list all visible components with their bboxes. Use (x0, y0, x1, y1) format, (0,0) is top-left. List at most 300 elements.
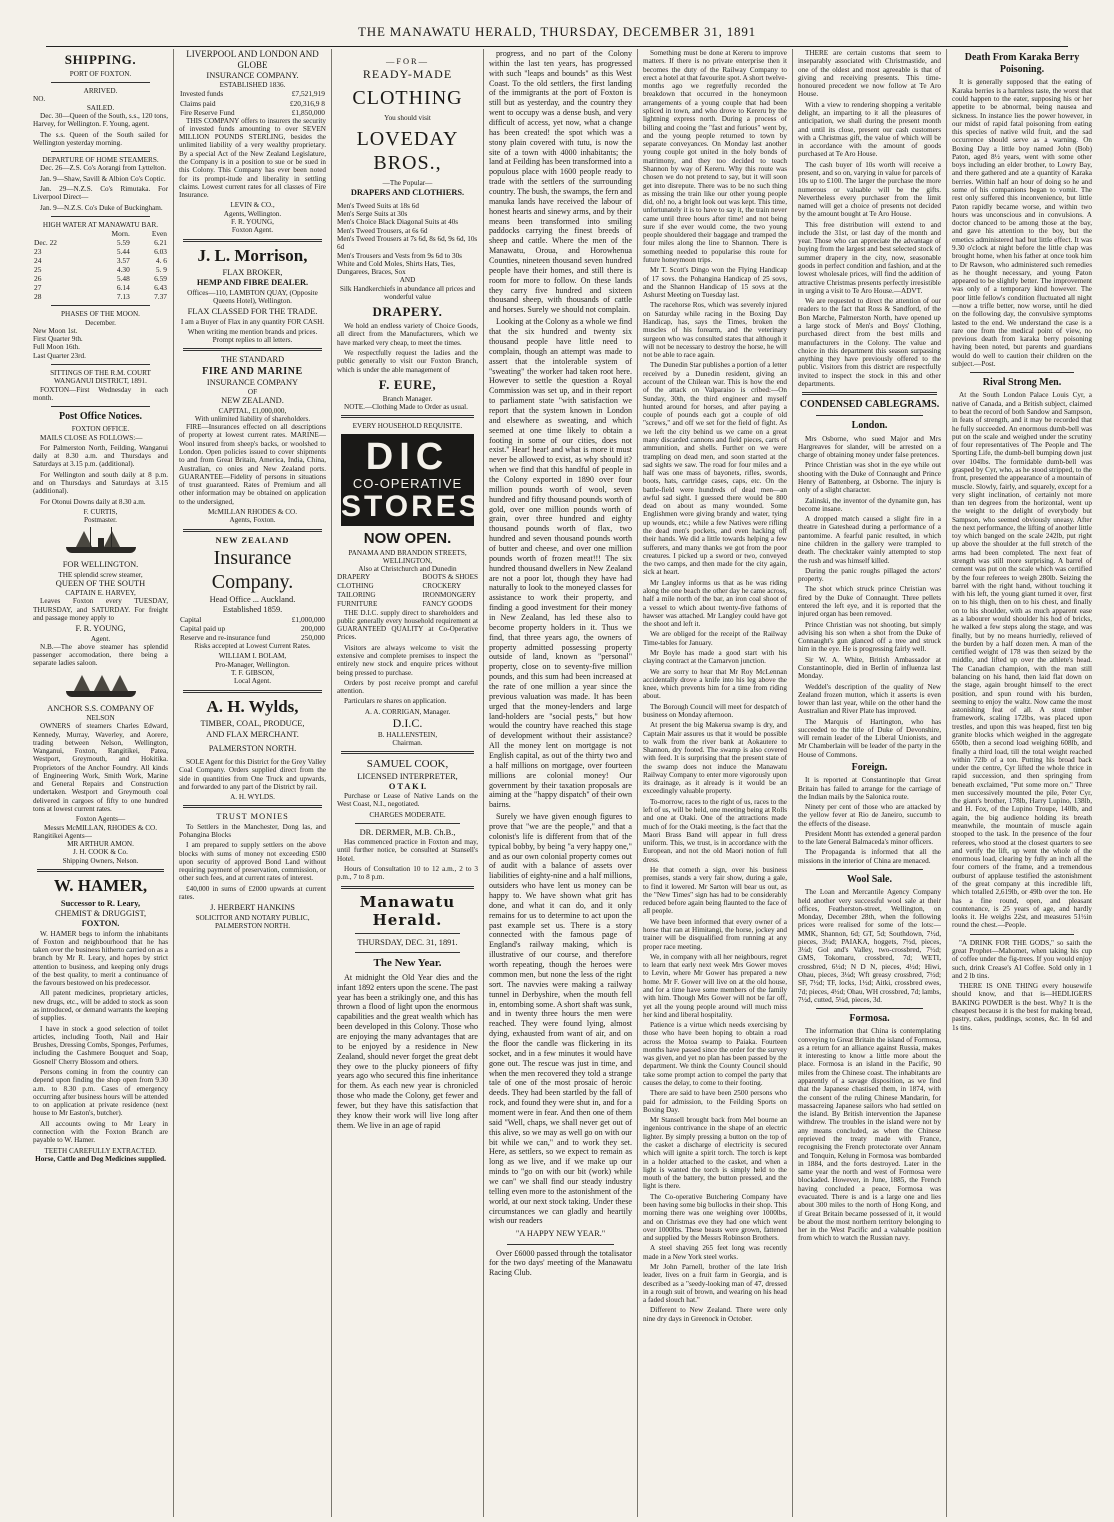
levin: LEVIN & CO., (230, 201, 275, 210)
popular-label: —The Popular— (382, 179, 433, 188)
suit-item: Men's Tweed Trousers, at 6s 6d (337, 226, 428, 235)
moon-phase: Last Quarter 23rd. (33, 351, 86, 360)
divider (341, 886, 474, 889)
ship-sail (94, 675, 110, 691)
divider (183, 529, 322, 532)
department-item: FANCY GOODS (422, 599, 473, 608)
tide-even: 6.03 (154, 247, 167, 257)
funds-value: £20,316,9 8 (289, 98, 325, 108)
news-item: Mr Boyle has made a good start with his claying contract at the Carnarvon junction. (643, 648, 787, 666)
news-item: The Co-operative Butchering Company have been having some big bullocks in their shop. This morning there was one weighing over 1000lbs, and on Christmas eve they had one which went over 1000lbs. These beasts were grown, fattened and supplied by the Messrs Robinson Brothers. (643, 1192, 787, 1243)
post-text: For Otonui Downs daily at 8.30 a.m. (40, 497, 146, 506)
post-text: For Wellington and south daily at 8 p.m. and on Thursdays and Saturdays at 3.15 (additional). (33, 470, 168, 496)
tide-row (33, 274, 168, 283)
london-item: The Marquis of Hartington, who has succeeded to the title of Duke of Devonshire, will remain leader of the Liberal Unionists, and Mr Chamberlain will be leader of the party in the House of Commons. (798, 717, 941, 759)
sailed-label: SAILED. (86, 103, 115, 112)
news-item: We, in company with all her neighbours, regret to learn that early next week Mrs Gower moves to Levin, where Mr Gower has prepared a new home. Mr F. Gower will live on at the old house, and for a time have some members of the family with him. Though Mrs Gower will not be far off, yet all the young people around will much miss her kind and liberal hospitality. (643, 952, 787, 1019)
tide-morn: 6.14 (116, 283, 130, 293)
coop-label: CO-OPERATIVE (352, 476, 463, 492)
moon-month: December. (85, 318, 116, 327)
cablegrams-heading: CONDENSED CABLEGRAMS. (799, 399, 940, 411)
divider (183, 239, 322, 242)
tide-col-morn: Morn. (111, 229, 130, 239)
column-6 (793, 49, 947, 1517)
new-year-heading: The New Year. (373, 957, 442, 970)
article-paragraph: Surely we have given enough figures to prove that "we are the people," and that a colonist's life is different from that of the typical bobby, by being "a very happy one," and as our own colonial property comes out of audit with a balance of assets over liabilities of eighty-nine and a half millions, outsiders who have lent us money can be happy to. We have shown what grit has done, and what it can do, and it only remains for us to determine to act upon the past example set us. There is a story connected with the famous page of England's railway making, which is illustrative of our course, and therefore worth repeating, though the heroes were common men, but none the less of the right sort. The navvies were making a railway tunnel in Derbyshire, when the mouth fell in, entombing some. A short shaft was sunk, and in twenty three hours the men were reached. They were found lying, almost dying, exhausted from want of air, and on the floor the candle was flickering in its socket, and in a few minutes it would have gone out. The rescue was just in time, and when the men recovered they told a strange tale of one of the most prosaic of heroic deeds. They had been startled by the fall of rock, and found they were shut in, and for a moment were in fear. And then one of them said "Well, chaps, we shall never get out of this alive, so we may as well go on with our bit while we can," and to work they set. Here, as settlers, so we expect to remain as long as we live, and if we make up our minds to "go on with our bit (work) while we can" we shall find our steady industry telling even more to the astonishment of the world, at our next stock taking. Under these circumstances we can gladly and heartily wish our readers (489, 812, 632, 1226)
liverpool-text: THIS COMPANY offers to insurers the security of invested funds amounting to over SEVEN MILLION POUNDS STERLING, besides the unlimited liability of a very wealthy proprietary. By a special Act of the New Zealand Legislature, the Company is in a position to sue or be sued in this Colony. This Company has ever been noted for its prompt-itude and liberality in settling claims. Lowest current rates for all classes of Fire Insurance. (179, 116, 326, 200)
funds-value: £1,850,000 (291, 107, 325, 117)
news-item: Mr John Parnell, brother of the late Irish leader, lives on a fruit farm in Georgia, and is described as a "seedy-looking man of 47, dressed in a rough suit of brown, and wearing on his head a faded slouch hat." (643, 1262, 787, 1305)
column-2 (174, 49, 332, 1517)
hemp-dealer: HEMP AND FIBRE DEALER. (196, 278, 309, 288)
foreign-heading: Foreign. (851, 762, 888, 774)
departments-list (337, 573, 478, 608)
departure-entry: Dec. 26—Z.S. Co's Aorangi from Lyttelton. (40, 164, 167, 173)
capital-table (179, 615, 326, 642)
shipping-heading: SHIPPING. (64, 52, 137, 67)
funds-row (179, 89, 326, 98)
divider (341, 751, 474, 754)
divider (51, 364, 150, 365)
visitors-text: Visitors are always welcome to visit the extensive and complete premises to inspect the entirely new stock and enquire prices without being pressed to purchase. (337, 643, 478, 677)
department-item: TAILORING (337, 591, 376, 600)
corrigan: A. A. CORRIGAN, Manager. (364, 707, 451, 716)
tide-table (33, 229, 168, 301)
tide-even: 7.37 (154, 292, 167, 302)
drapery-text: We hold an endless variety of Choice Goods, all direct from the Manufacturers, which we have marked very cheap, to meet the times. (337, 322, 478, 347)
funds-label: Invested funds (180, 89, 224, 99)
news-item: He that cometh a sign, over his business premises, stands a very fair show, during a gale, to find it lowered. Mr Sarton will bear us out, as the "New Times" sign has had to be considerably reduced before again being flaunted to the face of all people. (643, 866, 787, 916)
divider (970, 934, 1074, 935)
nb-text: N.B.—The above steamer has splendid passenger accomodation, there being a separate ladies saloon. (33, 642, 168, 668)
divider (51, 216, 150, 217)
divider (816, 415, 923, 416)
est1859: Established 1859. (222, 604, 283, 614)
london-item: Zalinski, the inventor of the dynamite gun, has become insane. (798, 496, 941, 513)
paper-nameplate: Manawatu Herald. (359, 892, 456, 929)
rival-heading: Rival Strong Men. (982, 377, 1062, 389)
divider (816, 1008, 923, 1009)
divider (816, 869, 923, 870)
chemist: CHEMIST & DRUGGIST, (54, 909, 147, 918)
sailing-entry: Dec. 30—Queen of the South, s.s., 120 tons, Harvey, for Wellington. F. Young, agent. (33, 111, 168, 129)
ship-sail (104, 531, 120, 547)
foreign-item: The Propaganda is informed that all the missions in the interior of China are menaced. (798, 848, 941, 865)
suit-item: White and Cold Moles, Shirts Hats, Ties, Dungarees, Braces, Sox (337, 259, 455, 277)
moon-phase: New Moon 1st. (33, 326, 78, 335)
news-item: Something must be done at Kereru to improve matters. If there is no private enterprise then it becomes the duty of the Railway Company to erect a hotel at that favourite spot. A short twelve-months ago we regretfully recorded the breakdown that occurred in the honeymoon arrangements of a young couple that had been spliced in town, and who drove to Kereru by the lightning express north. During a process of billing and cooing the "fast and furious" went by, and the young people returned to town by separate conveyances. On Monday last another young couple got united in the holy bonds of matrimony, and they too decided to teach Shannon by way of Kereru. Why this route was chosen we do not pretend to say, but it will soon get into disrepute. There was to be no such thing as missing the train like our other young people did, oh! no, a bright look out was kept. This time, unfortunately it is to have to say it, the train never came until three hours after time! and not being sure if she ever would come, the two young people shouldered their baggage and tramped the four miles along the line to Shannon. There is something needed to popularise this route for future honeymoon trips. (643, 49, 787, 265)
formosa-heading: Formosa. (849, 1013, 890, 1025)
for-label: —FOR— (385, 57, 430, 66)
formosa-text: The information that China is contemplating conveying to Great Britain the island of Formosa, as a return for an alliance against Russia, makes it interesting to know a little more about the place. Formosa is an island in the Pacific, 90 miles from the Chinese coast. The inhabitants are apparently of a savage disposition, as we find that the Japanese chastised them, in 1874, with the consent of the ruling Chinese Mandarin, for massacreing Japanese sailors who had settled on the island. By British intervention the Japanese withdrew. The troubles in the island were not by any means concluded, as when the Chinese reprieved the treaty made with France, recognising the French protectorate over Annam and Tonquin, Kelung in Formosa was bombarded in 1884, and the forts destroyed. Later in the same year the north and west of Formosa were blockaded. However, in June, 1885, the French having concluded a peace, Formosa was evacuated. There is and is a large one and lies about 300 miles to the north of Hong Kong, and if Great Britain became possessed of it, it would be about the most northern territory belonging to her in the West Pacific and a valuable position from which to watch the Russian navy. (798, 1027, 941, 1243)
news-item: The Dunedin Star publishes a portion of a letter received by a Dunedin resident, giving an account of the Chilean war. This is how the end of the attack on Valparaiso is cribed:—On Sunday, 30th, the third engineer and myself hunted around for horses, and after paying a couple of pounds each got a couple of old "screws," and off we set for the field of fight. As we left the city behind us we came on a great many discarded cannons and field pieces, carts of ammunition, and shells. Further on we were trampling on dead men, and soon started at the sad sights we saw. The road for four miles and a half was one mass of bayonets, rifles, swords, boots, hats, cartridge cases, caps, etc. On the battle-field were hundreds of dead men—an awful sad sight. I guessed there would be 800 dead on about as many wounded. Some Englishmen were giving brandy and water, tying up wounds, etc.; while a few Natives were rifling the dead men's pockets, and even hacking off their hands. We did a little towards helping a few sufferers, and many thanks we got from the poor creatures. I picked up a sword or two, conveyed the two camps, and then made for the city again, sick at heart. (643, 361, 787, 577)
hamer-text: Persons coming in from the country can depend upon finding the shop open from 9.30 a.m. to 8.30 p.m. Cases of emergency occurring after business hours will be attended to on application at private residence (next house to Mr Easton's, butcher). (33, 1068, 168, 1118)
departure-entry: Jan. 9—N.Z.S. Co's Duke of Buckingham. (40, 203, 163, 212)
drapery-heading: DRAPERY. (372, 304, 443, 320)
poison-text: It is generally supposed that the eating of Karaka berries is a harmless taste, the worst that could happen to the eater, supposing his or her appetite to be abnormal, being nausea and sickness. In instance lies the power however, in our midst of rapid fatal poisoning from eating this species of native wild fruit, and the sad occurrence should serve as a warning. On Boxing Day a little boy named John (Bob) Paton, aged 8½ years, went with some other boys including an elder brother, to Lowry Bay, and there gathered and ate a quantity of Karaka berries. Within half an hour of doing so he and some of his companions began to vomit. The rest only suffered this inconvenience, but little Paton rapidly became worse, and within two hours was unconscious and in convulsions. A doctor chanced to be among those at the bay, and gave his attention to the boy, but the emetics administered had but little effect. It was 9.30 o'clock at night before the little chap was brought home, when his father at once took him to Dr Rawson, who administered such remedies as he thought necessary, and young Paton appeared to be slightly better. The improvement was only of a temporary kind however. The poor little fellow's condition fluctuated all night—now a trifle better, now worse, until he died on the following day, the convulsive symptoms lasted to the end. We understand the case is a rare one from the medical point of view, no previous death from karaka berry poisoning having been noted, but parents and guardians would do well to caution their children on the subject.—Post. (952, 78, 1092, 368)
fr-young: F. R. YOUNG, (231, 217, 274, 226)
teeth: TEETH CAREFULLY EXTRACTED. (44, 1146, 157, 1155)
fr-young-sub: Foxton Agent. (231, 226, 274, 235)
divider (183, 348, 322, 351)
eure-name: F. EURE, (378, 376, 437, 392)
department-item: IRONMONGERY (422, 591, 476, 600)
foreign-item: It is reported at Constantinople that Great Britain has failed to arrange for the carriage of the Indian mails by the Salonica route. (798, 776, 941, 801)
tide-row (33, 265, 168, 274)
divider (802, 392, 937, 395)
wool-sale-heading: Wool Sale. (846, 874, 892, 886)
divider (970, 372, 1074, 373)
master: MR ARTHUR AMON. (67, 840, 134, 849)
branch-manager: Branch Manager. (382, 394, 433, 403)
new-year-text: At midnight the Old Year dies and the infant 1892 enters upon the scene. The past year has been a strikingly one, and this has thrown a flood of light upon the enormous capabilities and the great wealth which has been developed in this Colony. Those who are enjoying the many advantages that are to be enjoyed by a residence in New Zealand, should never forget the great debt they owe to the plucky pioneers of fifty years ago who secured this fine inheritance for them. As each new year is chronicled those who made the Colony, get fewer and fewer, but they have this satisfaction that they know their work will live long after them. We live in an age of rapid (337, 972, 478, 1130)
column-1 (28, 49, 174, 1517)
tide-row (33, 292, 168, 301)
suit-item: Men's Choice Black Diagonal Suits at 40s (337, 218, 459, 227)
london-item: Sir W. A. White, British Ambassador at Constantinople, died in Berlin of influenza last Monday. (798, 655, 941, 681)
mcmillan: McMILLAN RHODES & CO. (207, 507, 298, 516)
foxton-agents: Foxton Agents— (75, 815, 126, 824)
tide-morn: 5.48 (116, 274, 130, 284)
also-label: Also at Christchurch and Dunedin (358, 565, 457, 574)
now-open: NOW OPEN. (363, 530, 452, 548)
hamer-text: I have in stock a good selection of toilet articles, including Tooth, Nail and Hair Brushes, Dressing Combs, Sponges, Perfumes, including the Cashmere Bouquet and Soap, Gosnell' Cherry Blossom and others. (33, 1024, 168, 1066)
ready-made: READY-MADE (362, 67, 453, 82)
suit-item: Men's Tweed Trousers at 7s 6d, 8s 6d, 9s 6d, 10s 6d (337, 234, 478, 252)
te-aro-item: THERE are certain customs that seem to inseparably associated with Christmastide, and one of the oldest and most agreeable is that of giving and receiving presents. This time-honoured precedent we now follow at Te Aro House. (798, 49, 941, 99)
port-label: PORT OF FOXTON. (69, 69, 132, 78)
london-item: Weddel's description of the quality of New Zealand frozen mutton, which it asserts is even lower than last year, while on the other hand the Australian and River Plate has improved. (798, 682, 941, 716)
successor: Successor to R. Leary, (60, 898, 141, 908)
london-item: During the panic roughs pillaged the actors' property. (798, 566, 941, 584)
respectfully-text: We respectfully request the ladies and the public generally to visit our Foxton Branch, which is under the able management of (337, 348, 478, 374)
foreign-item: Ninety per cent of those who are attacked by the yellow fever at Rio de Janeiro, succumb to the effects of the disease. (798, 803, 941, 828)
foxton-label: FOXTON. (81, 919, 120, 929)
liverpool-established: ESTABLISHED 1836. (219, 81, 286, 90)
funds-table (179, 89, 326, 116)
arrived-none: NO. (33, 95, 46, 104)
te-aro-item: We are requested to direct the attention of our readers to the fact that Ross & Sandford, of the Bon Marche, Palmerston North, have opened up a large stock of Men's and Boys' Clothing, purchased direct from the best mills and manufacturers in the Colony. The value and choice in this department this season surpassing anything they have previously offered to the public. Visitors from this district are respectfully invited to inspect the stock in this and other departments. (798, 297, 941, 388)
te-aro-item: The cash buyer of 10s worth will receive a present, and so on, varying in value for parcels of 10s up to £100. The larger the purchase the more numerous or valuable will be the gifts. Nevertheless every purchaser from the limit named will get a choice of presents not decided by the amount bought at Te Aro House. (798, 160, 941, 219)
tide-row (33, 247, 168, 256)
capital-label: Capital (180, 615, 202, 625)
agent-name: F. R. YOUNG, (75, 624, 126, 634)
stores-label: STORES (341, 490, 482, 524)
hamer-heading: W. HAMER, (53, 876, 148, 896)
insurance-company-heading: Insurance Company. (211, 546, 294, 594)
buyer: I am a Buyer of Flax in any quantity FOR CASH. (180, 317, 325, 326)
capital-row (179, 615, 326, 624)
steamer-ship-icon (56, 527, 146, 557)
hamer-text: W. HAMER begs to inform the inhabitants of Foxton and neighbourhood that he has taken over the business hitherto carried on as a branch by Mr R. Leary, and hopes by strict attention to business, and keeping only drugs of the best quality, to merit a continuance of the favours bestowed on his predecessor. (33, 929, 168, 988)
divider (51, 82, 150, 83)
moon-phase: First Quarter 9th. (33, 335, 83, 344)
departments-right (422, 573, 478, 608)
news-item: We are obliged for the receipt of the Railway Time-tables for January. (643, 630, 787, 647)
dic-logo: DIC (365, 436, 450, 479)
suit-item: Men's Trousers and Vests from 9s 6d to 30s (337, 251, 462, 260)
baking-powder-ad: THERE IS ONE THING every housewife should know, and that is—HEDLIGERS BAKING POWDER is the best. Why? It is the cheapest because it is the best for making bread, pastry, cakes, puddings, scones, &c. In 6d and 1s tins. (952, 982, 1092, 1032)
london-item: Prince Christian was shot in the eye while out shooting with the Duke of Connaught and Prince Henry of Battenberg, at Osborne. The injury is only of a slight character. (798, 461, 941, 495)
morrison-offices: Offices—110, LAMBTON QUAY, (Opposite Queens Hotel), Wellington. (187, 288, 318, 306)
london-item: A dropped match caused a slight fire in a theatre in Gateshead during a performance of a pantomime. A fearful panic resulted, in which nine children in the gallery were trampled to death. The checktaker vainly attempted to stop the rush and was himself killed. (798, 515, 941, 565)
tide-morn: 3.57 (116, 256, 130, 266)
nz-heading: NEW ZEALAND (215, 535, 290, 545)
article-paragraph: Looking at the Colony as a whole we find that the six hundred and twenty six thousand people have little need to complain, though an attempt was made to assert that the intolerable system of "sweating" the worker had taken root here. However to settle the question a Royal Commission was set up, and in their report to parliament state "with satisfaction we report that the system known in London and elsewhere as sweating, and which seemed at one time likely to obtain a footing in some of our cities, does not exist." Hear! hear! and what is more it must never be allowed to exist, as why should it? when we find that this handful of people in the Colony exported in 1890 over four million pounds worth of wool, seven hundred and fifty thousand pounds worth of gold, over one million pounds worth of grain, over three hundred and eighty thousand pounds worth of flax, two hundred and seven thousand pounds worth of butter and cheese, and over one million pounds worth of frozen meat!!! The six hundred thousand dwellers in New Zealand are not a poor lot, though they have had naturally to look to the moneyed classes for assistance to work their property, and finding a good investment for their money in New Zealand, has led these also to become property holders in it. Thus we find, that three years ago, the owners of property admitted possessing property outside of land, known as "personal" property, close on to seventy-five million pounds, and this sum had been increased at the rate of one million a year since the previous valuation was made. It has been urged that the money-lenders and large land-holders are "social pests," but how would the country have reached this stage of development without their assistance? All the money lent on mortgage is not English capital, as out of the thirty two and a half millions on mortgage, over fourteen millions are colonial money! Our government by their taxation proposals are aiming at the "happy dispatch" of their own bairns. (489, 317, 632, 810)
capital-row (179, 633, 326, 642)
tide-date: 25 (34, 265, 42, 275)
licensed: LICENSED INTERPRETER, (357, 771, 458, 781)
capital-label: Reserve and re-insurance fund (180, 633, 271, 643)
drapers-label: DRAPERS AND CLOTHIERS. (350, 187, 465, 197)
tide-even: 4. 6 (155, 256, 167, 266)
funds-row (179, 99, 326, 108)
gibson-sub: Local Agent. (233, 677, 272, 686)
anchor-sub: NELSON (86, 713, 115, 722)
dermer: DR. DERMER, M.B. Ch.B., (359, 827, 456, 837)
ship-mast (90, 527, 91, 547)
standard-insurance: INSURANCE COMPANY (206, 377, 299, 387)
news-item: Different to New Zealand. There were only nine dry days in Greenock in October. (643, 1306, 787, 1323)
news-item: We are sorry to hear that Mr Roy McLennan accidentally drove a knife into his leg above the knee, which prevents him for a time from riding about. (643, 667, 787, 701)
postmaster-name: F. CURTIS, (83, 507, 118, 516)
horse-medicines: Horse, Cattle and Dog Medicines supplied. (35, 1154, 166, 1163)
pn: PALMERSTON NORTH. (214, 921, 291, 930)
news-item: Mr Langley informs us that as he was riding along the one beach the other day he came across, half a mile north of the bar, an iron coal shoot of a vessel to which about twenty-five fathoms of hawser was attached. Mr Langley could have got the shoot and left it. (643, 578, 787, 629)
ship-sail (74, 675, 90, 691)
tide-date: Dec. 22 (34, 238, 57, 248)
news-item: A steel shaving 265 feet long was recently made in a New York steel works. (643, 1244, 787, 1261)
note-text: NOTE.—Clothing Made to Order as usual. (344, 402, 468, 411)
standard-text: FIRE—Insurances effected on all descriptions of property at lowest current rates. MARINE—Wool insured from sheep's backs, or woolshed to London. Open policies issued to cover shipments to and from Great Britain, America, India, China, Australian, co onies and New Zealand ports. GUARANTEE—Fidelity of persons in situations of trust guaranteed. Rates of Premium and all other information may be obtained on application to the undersigned, (179, 423, 326, 506)
cook: J. H. COOK & Co. (73, 848, 128, 857)
flax-merchant: AND FLAX MERCHANT. (206, 729, 299, 739)
post-heading: Post Office Notices. (58, 411, 143, 423)
news-item: The racehorse Ros, which was severely injured on Saturday while racing in the Boxing Day Handicap, has, says the Times, broken the muscles of his forearm, and the veterinary surgeon who was consulted states that although it will not be necessary to destroy the horse, he will not be able to race again. (643, 301, 787, 360)
department-item: CLOTHING (337, 582, 374, 591)
tide-row (33, 256, 168, 265)
ship-mast (111, 527, 112, 547)
news-item: Mr T. Scott's Dingo won the Flying Handicap of 17 sovs. the Pohangina Handicap of 25 sovs, and the Shannon Handicap of 15 sovs at the Ashurst Meeting on Tuesday last. (643, 266, 787, 300)
court-text: FOXTON—First Wednesday in each month. (33, 385, 168, 402)
hours-text: Hours of Consultation 10 to 12 a.m., 2 to 3 p.m., 7 to 8 p.m. (337, 865, 478, 882)
streets: PANAMA AND BRANDON STREETS, (348, 548, 467, 557)
hamer-text: All patent medicines, proprietary articles, new drugs, etc., will be added to stock as soon as introduced, or demand warrants the keeping of supplies. (33, 989, 168, 1023)
risks: Risks accepted at Lowest Current Rates. (194, 642, 311, 651)
divider (51, 151, 150, 152)
nz-label: NEW ZEALAND. (221, 396, 284, 406)
capital-value: £1,000,000 (291, 615, 325, 625)
issue-date: THURSDAY, DEC. 31, 1891. (357, 938, 458, 948)
column-4 (484, 49, 638, 1517)
tide-morn: 5.59 (116, 238, 130, 248)
divider (341, 415, 474, 418)
funds-label: Fire Reserve Fund (180, 107, 235, 117)
levin-sub: Agents, Wellington. (223, 209, 282, 218)
department-item: CROCKERY (422, 582, 462, 591)
when-writing: When writing me mention brands and prices. Prompt replies to all letters. (187, 327, 318, 345)
divider (355, 933, 460, 934)
morrison-heading: J. L. Morrison, (197, 245, 308, 265)
silk-text: Silk Handkerchiefs in abundance all prices and wonderful value (339, 284, 476, 301)
ship-sail (112, 675, 128, 691)
tide-even: 6.59 (154, 274, 167, 284)
trust-heading: TRUST MONIES (216, 812, 289, 822)
of-label: OF (247, 388, 258, 397)
tide-date: 26 (34, 274, 42, 284)
wool-sale-text: The Loan and Mercantile Agency Company held another very successful wool sale at their offices, Featherston-street, Wellington, on Monday, December 28th, when the following prices were realised for some of the lots:—MMK, Shannon, 6d; GT, 5d; Southdown, 7½d, pieces, 3¼d; PAIAKA, hoggets, 7½d, pieces, 3¼d; Gol and's Valley, two-crossbred, 7½d; GMS, Tokomaru, crossbred, 7d; WETI, crossbred, 6½d; N D N, pieces, 4½d; Hiwi, Ohau, pieces, 3¼d; Wft greasy crossbred, 7½d; SF, 7½d; TF, locks, 1½d; Aitki, crossbred ewes, 7d; pieces, 4½d; Ohau, WH crossbred, 7d; lambs, 7½d, cutted, 5¼d, pieces, 3d. (798, 888, 941, 1004)
visit-label: You should visit (384, 114, 431, 123)
timber: TIMBER, COAL, PRODUCE, (200, 719, 305, 729)
london-item: Mrs Osborne, who sued Major and Mrs Hargreaves for slander, will be arrested on a charge of obtaining money under false pretences. (798, 434, 941, 460)
liverpool-insurance: INSURANCE COMPANY. (206, 70, 299, 80)
london-item: The shot which struck prince Christian was fired by the Duke of Connaught. Three pellets entered the left eye, and it is reported that the injured organ has been removed. (798, 585, 941, 619)
te-aro-item: With a view to rendering shopping a veritable delight, an imparting to it all the pleasures of anticipation, we shall during the present month and until its close, present our cash customers with a Christmas gift, the value of which will be in accordance with the amount of goods purchased at Te Aro House. (798, 100, 941, 159)
hamer-text: All accounts owing to Mr Leary in connection with the Foxton Branch are payable to W. Hamer. (33, 1119, 168, 1145)
suit-item: Men's Tweed Suits at 18s 6d (337, 201, 419, 210)
new-year-article (337, 973, 478, 1131)
funds-label: Claims paid (180, 98, 216, 108)
ah-wylds: A. H. WYLDS. (230, 793, 275, 802)
post-text: MAILS CLOSE AS FOLLOWS:— (40, 433, 143, 442)
tide-row (33, 238, 168, 247)
wellington-label: WELLINGTON, (382, 556, 433, 565)
particulars-text: Particulars re shares on application. (344, 697, 447, 706)
capital-label: Capital paid up (180, 624, 226, 634)
gibson: T. F. GIBSON, (230, 669, 275, 678)
rangitikei-agents: Rangitikei Agents— (33, 831, 92, 840)
news-item: Patience is a virtue which needs exercising by those who have been hoping to obtain a road across the Motoa swamp to Paiaka. Fourteen months have passed since the order for the survey was given, and yet no plan has been passed by the department. We think the County Council should take some prompt action to compel the party that causes the delay, to come to their footing. (643, 1021, 787, 1088)
bolam-sub: Pro-Manager, Wellington. (215, 660, 290, 669)
news-item: To-morrow, races to the right of us, races to the left of us, will be held, one meeting being at Rolls and one at Otaki. One of the attractions made much of for the Otaki meeting, is the fact that the Maori Brass Band will appear in full dress uniform. This, we trust, is in accordance with the European, and not the old Maori notion of full dress. (643, 797, 787, 864)
loveday-heading: LOVEDAY BROS., (356, 127, 459, 174)
masthead-rule (46, 46, 1068, 47)
tide-morn: 7.13 (116, 292, 130, 302)
standard: THE STANDARD (220, 355, 285, 365)
rival-text: At the South London Palace Louis Cyr, a native of Canada, and a British subject, claimed to beat the record of both Sandow and Sampson, in feats of strength, and it may be recorded that he fully succeeded. An enormous dumb-bell was put on the scale and weighed under the scrutiny of four representatives of The People and The Sporting Life, the dumb-bell bumping down just over 104lbs. The formidable dumb-bell was grasped by Cyr, who, as he stood stripped, to the front, presented the appearance of a mountain of muscle. Slowly, fairly, and squarely, except for a very slight inclination, of certainly not more than ten degrees from the horizontal, went up the weight to the delight of everybody but Sampson, who seemed obviously uneasy. After the next performance, the lifting of another little toy which banged on the scale 242lb, put right up above the shoulder at the full stretch of the arms had been completed. The next feat of strength was still more surprising. A barrel of cement was put on the scale which was certified by the four referees to weigh 280lb. Seizing the barrel with the right hand, without touching it with his left, the young giant turned it over, first on to his thigh, then on to his chest, and finally on to his shoulder, with as much apparent ease as a labourer would shoulder his hod of bricks, he walked a few steps along the stage, and was finally, but by no means hurriedly, relieved of the burden by a half dozen men. A man of the certified weight of 178 was then seized by the middle, and lifted up over the athlete's head. The Canadian champion, with the man still balancing on his hand, then laid flat down on the stage, again brought himself to the erect position, and spun round with his burden, seeming to enjoy the waltz. Now came the most astonishing feat of all. A stout timber framework, scaling 172lbs, was placed upon trestles, and upon this was heaped, first ten big granite blocks which weighed in the aggregate 650lb, then a second load weighing 608lb, and finally a third load, till the total weight reached within 72lb of a ton. Putting his broad back under the centre, Cyr lifted the whole thrice in rapid succession, and then springing from beneath exclaimed, "Put some more on." Three men successively mounted the pile, Peter Cyr, the giant's brother, 178lb, Harry Lupino, 138lb, and H. Fox, of the Lupino Troupe, 140lb, and again, the big audience holding its breath meanwhile, the mountain of muscle again stooped to the task. In the presence of the four referees, who stood at the closest quarters to see and verify the lift, up went the whole of the enormous load, clearing by fully an inch all the four corners of the frame, and a tremendous outburst of applause testified the astonishment of the great company at this incredible lift, which totalled 2,619lb, or 49lb over the ton. He has a fine round, open, and pleasant countenance, is 25 years of age, and hardly looks it. He weighs 22st, and measures 51½in round the chest.—People. (952, 391, 1092, 930)
anchor-text: OWNERS of steamers Charles Edward, Kennedy, Murray, Waverley, and Aorere, trading between Nelson, Wellington, Wanganui, Foxton, Rangitikei, Patea, Westport, Greymouth, and Hokitika. Proprietors of the Anchor Foundry. All kinds of Engineering Work, Smith Work, Marine and General Repairs and Construction undertaken. Westport and Greymouth coal delivered in cargoes of fifty to one hundred tons at lowest current rates. (33, 722, 168, 814)
every-household: EVERY HOUSEHOLD REQUISITE. (352, 422, 463, 431)
court-district: WANGANUI DISTRICT, 1891. (54, 377, 147, 386)
dic-short: D.I.C. (392, 715, 423, 730)
orders-text: Orders by post receive prompt and careful attention. (337, 678, 478, 696)
london-heading: London. (851, 420, 888, 432)
agents-line: Messrs McMILLAN, RHODES & CO. (43, 823, 157, 832)
divider (51, 305, 150, 306)
news-item: At present the big Makerua swamp is dry, and Captain Mair assures us that it would be possible to walk from the river bank at Aokautere to Shannon, dry footed. The swamp is also covered with feed. It is surprising that the present state of the swamp does not induce the Manawatu Railway Company to enter more vigorously upon its drainage, as it already is it would be an exceedingly valuable property. (643, 721, 787, 796)
divider (51, 406, 150, 407)
hankins: J. HERBERT HANKINS (210, 903, 295, 913)
funds-value: £7,521,919 (291, 89, 325, 99)
trust-text: To Settlers in the Manchester, Dong las, and Pohangina Blocks (179, 822, 326, 839)
funds-row (179, 108, 326, 117)
tide-heading: HIGH WATER AT MANAWATU BAR. (42, 220, 159, 229)
department-item: DRAPERY (337, 573, 371, 582)
poison-heading: Death From Karaka Berry Poisoning. (964, 52, 1080, 76)
tide-date: 28 (34, 292, 42, 302)
anchor-heading: ANCHOR S.S. COMPANY OF (47, 703, 154, 713)
queen-south-heading: QUEEN OF THE SOUTH (55, 578, 146, 588)
capital-value: 250,000 (300, 633, 325, 643)
trust-text: £40,000 in sums of £2000 upwards at current rates. (179, 884, 326, 901)
for-wellington-heading: FOR WELLINGTON. (62, 560, 139, 570)
sailing-ship-icon (56, 671, 146, 701)
tide-morn: 5.44 (116, 247, 130, 257)
tide-even: 6.21 (154, 238, 167, 248)
masthead-title: THE MANAWATU HERALD, THURSDAY, DECEMBER 31, 1891 (358, 24, 756, 39)
tide-row (33, 283, 168, 292)
moon-heading: PHASES OF THE MOON. (61, 310, 140, 319)
wylds-heading: A. H. Wylds, (206, 696, 299, 716)
and-label: AND (399, 276, 416, 285)
divider (183, 690, 322, 693)
otaki: O T A K I. (388, 781, 427, 791)
divider (37, 869, 164, 872)
news-item: Mr Stansell brought back from Mel bourne an ingenious contrivance in the shape of an electric lighter. By simply pressing a button on the top of the casket a discharge of electricity is secured which will ignite a spirit torch. The torch is kept in a holder attached to the casket, and when a light is wanted the torch is simply held to the mouth of the battery, the button pressed, and the light is there. (643, 1116, 787, 1191)
splendid-text: THE splendid screw steamer, (58, 570, 143, 579)
column-5 (638, 49, 793, 1517)
ship-funnel (98, 538, 104, 547)
chairman: Chairman. (392, 738, 423, 747)
article-paragraph: progress, and no part of the Colony within the last ten years, has progressed with such "leaps and bounds" as this West Coast. To the old settlers, the first landing of the immigrants at the port of Foxton is still but as yesterday, and the country they went to occupy was a dense bush, and very difficult of access, yet now, what a change has been created! the spot which was a stony plain covered with tutu, is now the site of a town with 4000 inhabitants; the land at Feilding has been transformed into a populous place with 1600 people ready to trade with the settlers of the surrounding country. The bush, the swamps, the fern and manuka lands have received the labour of honest hearts and sinewy arms, and by their means been transformed into smiling paddocks carrying the finest breeds of sheep and cattle. Where the men of the Manawatu, Oroua, and Horowhenua Counties, nineteen thousand seven hundred people have their homes, and still there is room for more to follow. On these lands they carry five hundred and sixteen thousand sheep, with thousands of cattle and horses. Surely we should not complain. (489, 49, 632, 315)
ship-hull (66, 547, 136, 553)
tide-date: 23 (34, 247, 42, 257)
capital-row (179, 624, 326, 633)
departure-heading: DEPARTURE OF HOME STEAMERS. (42, 156, 159, 165)
flax-broker: FLAX BROKER, (222, 268, 283, 278)
post-sub: FOXTON OFFICE. (71, 425, 130, 434)
liverpool-heading: LIVERPOOL AND LONDON AND GLOBE (186, 49, 319, 70)
mcmillan-sub: Agents, Foxton. (229, 516, 276, 525)
tide-morn: 4.30 (116, 265, 130, 275)
departure-entry: Jan. 29—N.Z.S. Co's Rimutaka. For Liverpool Direct— (33, 184, 168, 202)
hallenstein: B. HALLENSTEIN, (377, 730, 438, 739)
departure-entry: Jan. 9—Shaw, Savill & Albion Co's Coptic. (40, 174, 166, 183)
sole-agent: SOLE Agent for this District for the Grey Valley Coal Company. Orders supplied direct from the side in quantities from One Truck and upwards, and forwarded to any part of the District by rail. (179, 758, 326, 791)
tide-even: 5. 9 (155, 265, 167, 275)
tide-even: 6.43 (154, 283, 167, 293)
clothing-heading: CLOTHING (352, 86, 463, 109)
dermer-text: Has commenced practice in Foxton and may, until further notice, be consulted at Stansell's Hotel. (337, 838, 478, 863)
tide-col-date (33, 229, 87, 238)
court-heading: SITTINGS OF THE R.M. COURT (50, 369, 151, 378)
department-item: FURNITURE (337, 599, 378, 608)
foreign-item: President Montt has extended a general pardon to the late General Balmaceda's minor officers. (798, 829, 941, 847)
news-item: There are said to have been 2500 persons who paid for admission, to the Feilding Sports on Boxing Day. (643, 1089, 787, 1114)
tide-date: 27 (34, 283, 42, 293)
owners: Shipping Owners, Nelson. (62, 856, 139, 865)
ship-hull (66, 691, 136, 697)
flax-classed: FLAX CLASSED FOR THE TRADE. (187, 307, 318, 317)
london-item: Prince Christian was not shooting, but simply advising his son when a shot from the Duke of Connaught's gun glanced off a tree and struck him in the eye. He is progressing fairly well. (798, 620, 941, 654)
palmerston: PALMERSTON NORTH. (208, 743, 297, 753)
charges: CHARGES MODERATE. (369, 810, 446, 819)
queen-note: The s.s. Queen of the South sailed for Wellington yesterday morning. (33, 130, 168, 147)
postmaster-title: Postmaster. (84, 516, 117, 525)
news-item: We have been informed that every owner of a horse that ran at Himitangi, the horse, jockey and trainer will be disqualified from running at any proper race meeting. (643, 917, 787, 951)
tide-header-row (33, 229, 168, 238)
article-paragraph: Over £6000 passed through the totalisator for the two days' meeting of the Manawatu Racing Club. (489, 1248, 632, 1278)
coffee-ad: "A DRINK FOR THE GODS," so saith the great Prophet—Mahomet, when taking his cup of coffee under the fig-trees. If you would enjoy such, drink Crease's AI Coffee. Sold only in 1 and 2 lb tins. (952, 938, 1092, 980)
dic-text: THE D.I.C. supply direct to shareholders and public generally every household requirement at GUARANTEED QUALITY at Co-Operative Prices. (337, 608, 478, 642)
departments-left (337, 573, 377, 608)
news-item: The Borough Council will meet for despatch of business on Monday afternoon. (643, 702, 787, 719)
column-7 (947, 49, 1097, 1517)
trust-text: I am prepared to supply settlers on the above blocks with sums of money not exceeding £500 upon security of approved Bond Land without requiring payment of preservation, commission, or other such fees, and at current rates of interest. (179, 841, 326, 883)
divider (183, 805, 322, 808)
dic-banner (341, 434, 482, 526)
department-item: BOOTS & SHOES (422, 573, 478, 582)
